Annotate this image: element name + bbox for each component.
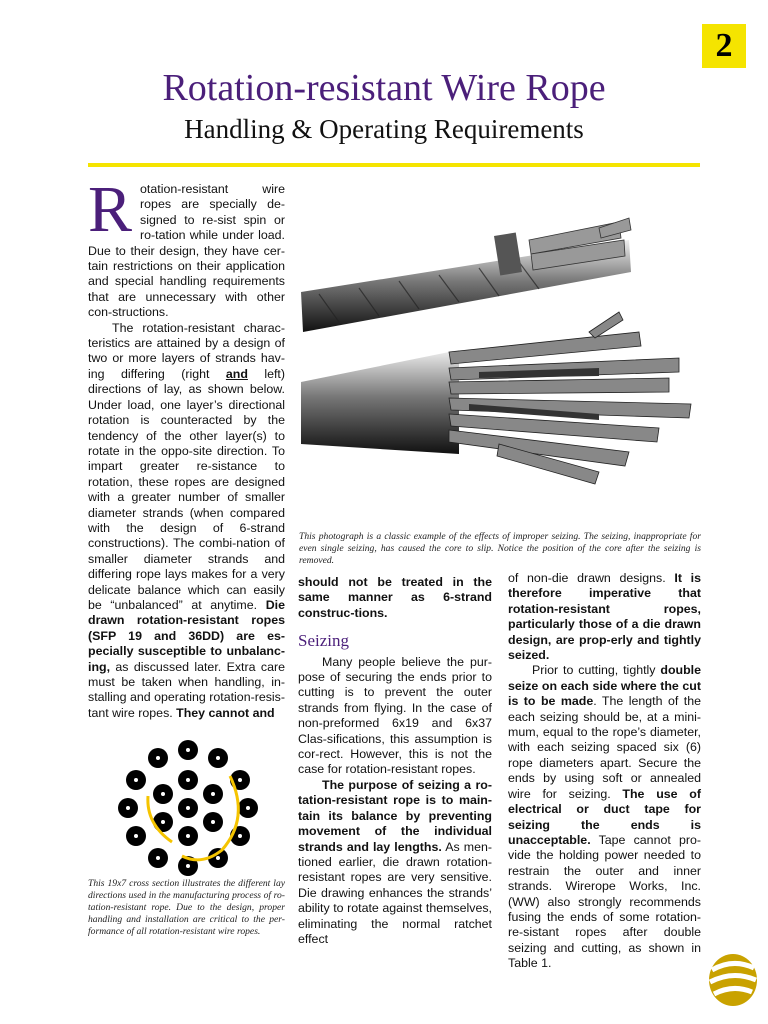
text-run: The rotation-resistant charac-teristics are attained by a design of two or more layers of strands hav-ing differing (right bbox=[88, 320, 285, 381]
photo-caption: This photograph is a classic example of the effects of improper seizing. The seizing, inappropriate for even single seizing, has caused the core to slip. Notice the position of the core after the seizing is removed. bbox=[299, 531, 701, 566]
drop-cap: R bbox=[88, 173, 133, 246]
text-run: Prior to cutting, tightly bbox=[532, 663, 661, 678]
column-1 bbox=[88, 173, 285, 721]
cross-section-diagram bbox=[118, 738, 258, 878]
bold-text: should not be treated in the same manner as 6-strand construc-tions. bbox=[298, 575, 492, 620]
bold-text: double seize on each side where the cut is to be made bbox=[508, 663, 701, 709]
emphasis-and: and bbox=[225, 366, 248, 381]
bold-text: The purpose of seizing a ro-tation-resistant rope is to main-tain its balance by preventing movement of the individual strands and lay lengths. bbox=[298, 777, 492, 854]
bold-text: It is therefore imperative that rotation-resistant ropes, particularly those of a die drawn design, are prop-erly and tightly seized. bbox=[508, 571, 701, 663]
column-2 bbox=[298, 575, 492, 947]
body-paragraph bbox=[508, 571, 701, 663]
text-run: as discussed later. Extra care must be taken when handling, in-stalling and operating rotation-resis-tant wire ropes. bbox=[88, 659, 285, 720]
wire-rope-photo bbox=[299, 182, 701, 524]
column-3 bbox=[508, 571, 701, 972]
body-paragraph: Many people believe the pur-pose of securing the ends prior to cutting is to prevent the outer strands from flying. In the case of non-preformed 6x19 and 6x37 Clas-sifications, this assumption is cor-rect. However, this is not the case for rotation-resistant ropes. bbox=[298, 654, 492, 777]
text-run: of non-die drawn designs. bbox=[508, 571, 675, 585]
cross-section-caption: This 19x7 cross section illustrates the different lay directions used in the manufacturing process of ro-tation-resistant rope. Due to the design, proper handling and installation are critical to the per-formance of all rotation-resistant wire ropes. bbox=[88, 878, 285, 937]
bold-text: They cannot and bbox=[176, 705, 275, 720]
text-run: As men-tioned earlier, die drawn rotation-resistant ropes are very sensitive. Die drawing enhances the strands’ ability to rotate against themselves, eliminating the normal ratchet effect bbox=[298, 839, 493, 946]
page-number-badge: 2 bbox=[702, 24, 746, 68]
text-run: Tape cannot pro-vide the holding power needed to restrain the outer and inner strands. Wirerope Works, Inc. (WW) also strongly recommends fusing the ends of some rotation-re-sistant ropes after double seizing and cutting, as shown in Table 1. bbox=[508, 832, 701, 971]
title-divider bbox=[88, 163, 700, 167]
page-title: Rotation-resistant Wire Rope bbox=[162, 67, 606, 109]
text-run: left) directions of lay, as shown below. Under load, one layer’s directional rotation is counteracted by the tendency of the other layer(s) to rotate in the oppo-site direction. To impart greater re-sistance to rotation, these ropes are designed with a greater number of smaller diameter strands (when compared with the design of 6-strand constructions). The combi-nation of smaller diameter strands and differing rope lays makes for a very delicate balance which can easily be “unbalanced” at anytime. bbox=[88, 366, 285, 612]
page-subtitle: Handling & Operating Requirements bbox=[184, 114, 584, 144]
company-logo-icon bbox=[706, 948, 760, 1008]
section-heading-seizing: Seizing bbox=[298, 631, 349, 651]
intro-text: otation-resistant wire ropes are specially de-signed to re-sist spin or ro-tation while under load. Due to their design, they have cer-tain restrictions on their application and special handling requirements that are unnecessary with other con-structions. bbox=[88, 182, 285, 320]
body-paragraph bbox=[298, 575, 492, 621]
body-paragraph bbox=[298, 778, 492, 947]
text-run: . The length of the each seizing should be, at a mini-mum, equal to the rope’s diameter, with each seizing spaced six (6) rope diameters apart. Secure the ends by using soft or annealed wire for seizing. bbox=[508, 694, 701, 801]
bold-text: The use of electrical or duct tape for seizing the ends is unacceptable. bbox=[508, 786, 701, 847]
intro-paragraph bbox=[88, 173, 285, 321]
bold-text: Die drawn rotation-resistant ropes (SFP 19 and 36DD) are es-pecially susceptible to unbalanc-ing, bbox=[88, 597, 285, 674]
body-paragraph bbox=[88, 321, 285, 722]
body-paragraph bbox=[508, 663, 701, 971]
